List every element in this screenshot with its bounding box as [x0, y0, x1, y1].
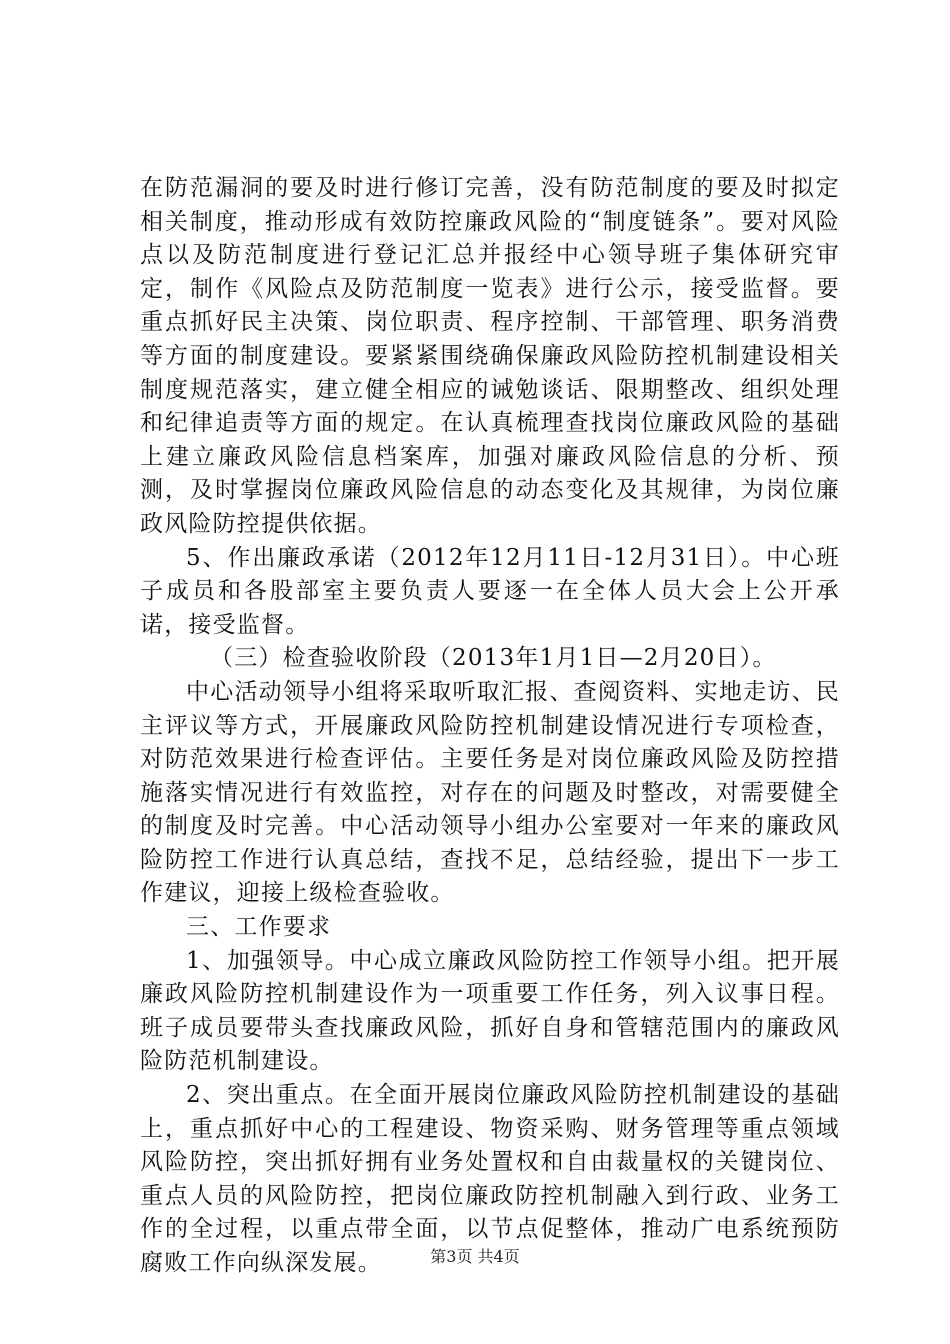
section-heading-requirements: 三、工作要求 — [186, 914, 332, 941]
page-footer — [0, 1247, 950, 1267]
paragraph-inspection: 中心活动领导小组将采取听取汇报、查阅资料、实地走访、民主评议等方式，开展廉政风险防控机制建设情况进行专项检查，对防范效果进行检查评估。主要任务是对岗位廉政风险及防控措施落实情况进行有效监控，对存在的问题及时整改，对需要健全的制度及时完善。中心活动领导小组办公室要对一年来的廉政风险防控工作进行认真总结，查找不足，总结经验，提出下一步工作建议，迎接上级检查验收。 — [140, 678, 840, 907]
section-heading-inspection: （三）检查验收阶段（2013年1月1日—2月20日）。 — [210, 645, 777, 672]
paragraph-requirement-1: 1、加强领导。中心成立廉政风险防控工作领导小组。把开展廉政风险防控机制建设作为一项重要工作任务，列入议事日程。班子成员要带头查找廉政风险，抓好自身和管辖范围内的廉政风险防范机制建设。 — [140, 947, 840, 1075]
document-body — [140, 172, 840, 1281]
paragraph-item-5: 5、作出廉政承诺（2012年12月11日-12月31日）。中心班子成员和各股部室主要负责人要逐一在全体人员大会上公开承诺，接受监督。 — [140, 544, 840, 638]
paragraph-requirement-2: 2、突出重点。在全面开展岗位廉政风险防控机制建设的基础上，重点抓好中心的工程建设、物资采购、财务管理等重点领域风险防控，突出抓好拥有业务处置权和自由裁量权的关键岗位、重点人员的风险防控，把岗位廉政防控机制融入到行政、业务工作的全过程，以重点带全面，以节点促整体，推动广电系统预防腐败工作向纵深发展。 — [140, 1082, 840, 1276]
paragraph-continuation: 在防范漏洞的要及时进行修订完善，没有防范制度的要及时拟定相关制度，推动形成有效防控廉政风险的“制度链条”。要对风险点以及防范制度进行登记汇总并报经中心领导班子集体研究审定，制作《风险点及防范制度一览表》进行公示，接受监督。要重点抓好民主决策、岗位职责、程序控制、干部管理、职务消费等方面的制度建设。要紧紧围绕确保廉政风险防控机制建设相关制度规范落实，建立健全相应的诫勉谈话、限期整改、组织处理和纪律追责等方面的规定。在认真梳理查找岗位廉政风险的基础上建立廉政风险信息档案库，加强对廉政风险信息的分析、预测，及时掌握岗位廉政风险信息的动态变化及其规律，为岗位廉政风险防控提供依据。 — [140, 175, 840, 537]
page-number: 第3页 共4页 — [430, 1247, 520, 1266]
